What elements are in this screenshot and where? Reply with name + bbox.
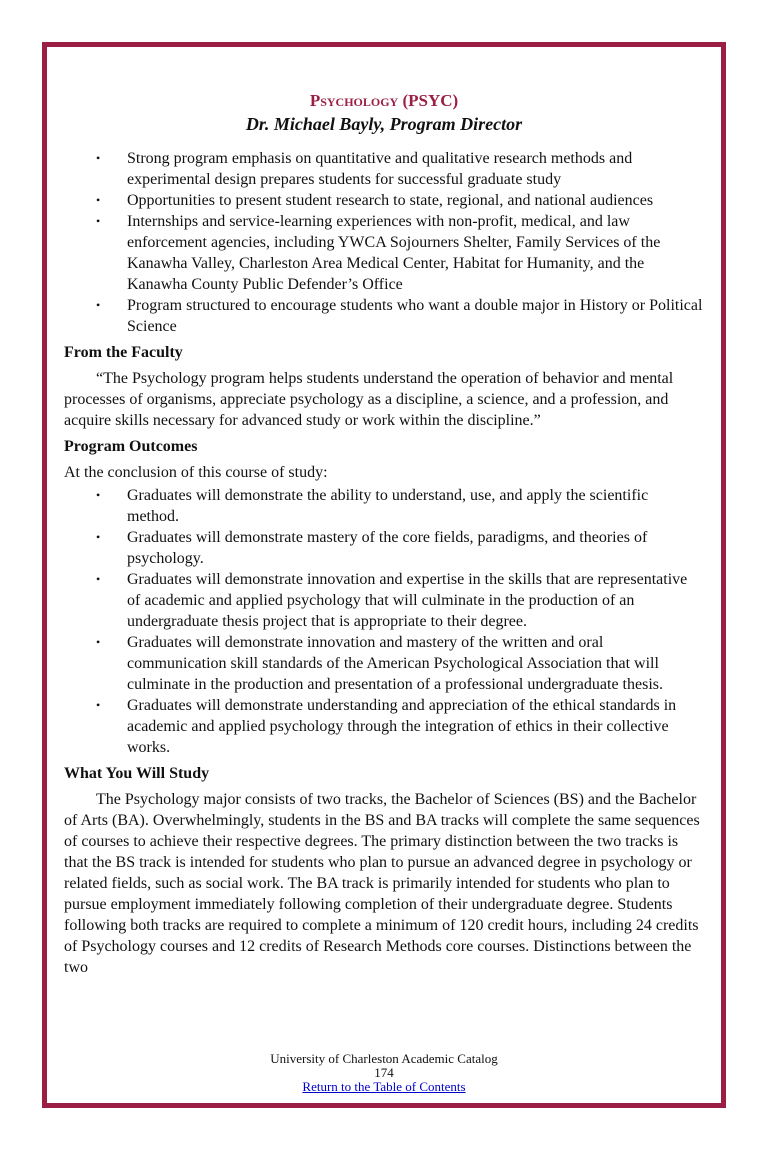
list-item <box>64 295 704 337</box>
faculty-quote: “The Psychology program helps students understand the operation of behavior and mental processes of organisms, appreciate psychology as a discipline, a science, and a profession, and acquire skills necessary for advanced study or work within the discipline.” <box>64 370 674 429</box>
bullet-icon: • <box>96 698 101 712</box>
bullet-icon: • <box>96 193 101 207</box>
list-item <box>64 190 704 211</box>
outcomes-list <box>64 485 704 758</box>
highlight-text: Opportunities to present student research to state, regional, and national audiences <box>127 192 654 209</box>
highlight-text: Internships and service-learning experiences with non-profit, medical, and law enforcement agencies, including YWCA Sojourners Shelter, Family Services of the Kanawha Valley, Charleston Area Medical Center, Habitat for Humanity, and the Kanawha County Public Defender’s Office <box>127 213 661 293</box>
bullet-icon: • <box>96 151 101 165</box>
study-paragraph: The Psychology major consists of two tracks, the Bachelor of Sciences (BS) and the Bachelor of Arts (BA). Overwhelmingly, students in the BS and BA tracks will complete the same sequences of courses to achieve their respective degrees. The primary distinction between the two tracks is that the BS track is intended for students who plan to pursue an advanced degree in psychology or related fields, such as social work. The BA track is primarily intended for students who plan to pursue employment immediately following completion of their undergraduate degree. Students following both tracks are required to complete a minimum of 120 credit hours, including 24 credits of Psychology courses and 12 credits of Research Methods core courses. Distinctions between the two <box>64 791 700 976</box>
bullet-icon: • <box>96 635 101 649</box>
list-item <box>64 527 704 569</box>
bullet-icon: • <box>96 214 101 228</box>
bullet-icon: • <box>96 530 101 544</box>
program-title: Psychology (PSYC) <box>309 91 459 110</box>
highlights-list <box>64 148 704 337</box>
list-item <box>64 485 704 527</box>
list-item <box>64 569 704 632</box>
catalog-name: University of Charleston Academic Catalog <box>270 1051 498 1066</box>
page-number: 174 <box>374 1065 394 1080</box>
list-item <box>64 695 704 758</box>
page-content <box>64 90 704 978</box>
outcomes-heading: Program Outcomes <box>64 438 198 455</box>
outcome-text: Graduates will demonstrate innovation and mastery of the written and oral communication skill standards of the American Psychological Association that will culminate in the production and presentation of a professional undergraduate thesis. <box>127 634 663 693</box>
bullet-icon: • <box>96 572 101 586</box>
highlight-text: Program structured to encourage students who want a double major in History or Political Science <box>127 297 703 335</box>
title-block <box>64 90 704 136</box>
table-of-contents-link[interactable]: Return to the Table of Contents <box>302 1079 466 1094</box>
bullet-icon: • <box>96 488 101 502</box>
list-item <box>64 211 704 295</box>
outcome-text: Graduates will demonstrate understanding and appreciation of the ethical standards in academic and applied psychology through the integration of ethics in their collective works. <box>127 697 677 756</box>
list-item <box>64 148 704 190</box>
study-heading: What You Will Study <box>64 765 210 782</box>
outcome-text: Graduates will demonstrate innovation and expertise in the skills that are representative of academic and applied psychology that will culminate in the production of an undergraduate thesis project that is appropriate to their degree. <box>127 571 688 630</box>
list-item <box>64 632 704 695</box>
program-director: Dr. Michael Bayly, Program Director <box>245 114 523 134</box>
faculty-heading: From the Faculty <box>64 344 183 361</box>
outcome-text: Graduates will demonstrate mastery of the core fields, paradigms, and theories of psychology. <box>127 529 648 567</box>
highlight-text: Strong program emphasis on quantitative and qualitative research methods and experimental design prepares students for successful graduate study <box>127 150 633 188</box>
page-footer <box>0 1052 768 1094</box>
bullet-icon: • <box>96 298 101 312</box>
outcomes-intro: At the conclusion of this course of study: <box>64 464 328 481</box>
outcome-text: Graduates will demonstrate the ability to understand, use, and apply the scientific method. <box>127 487 649 525</box>
